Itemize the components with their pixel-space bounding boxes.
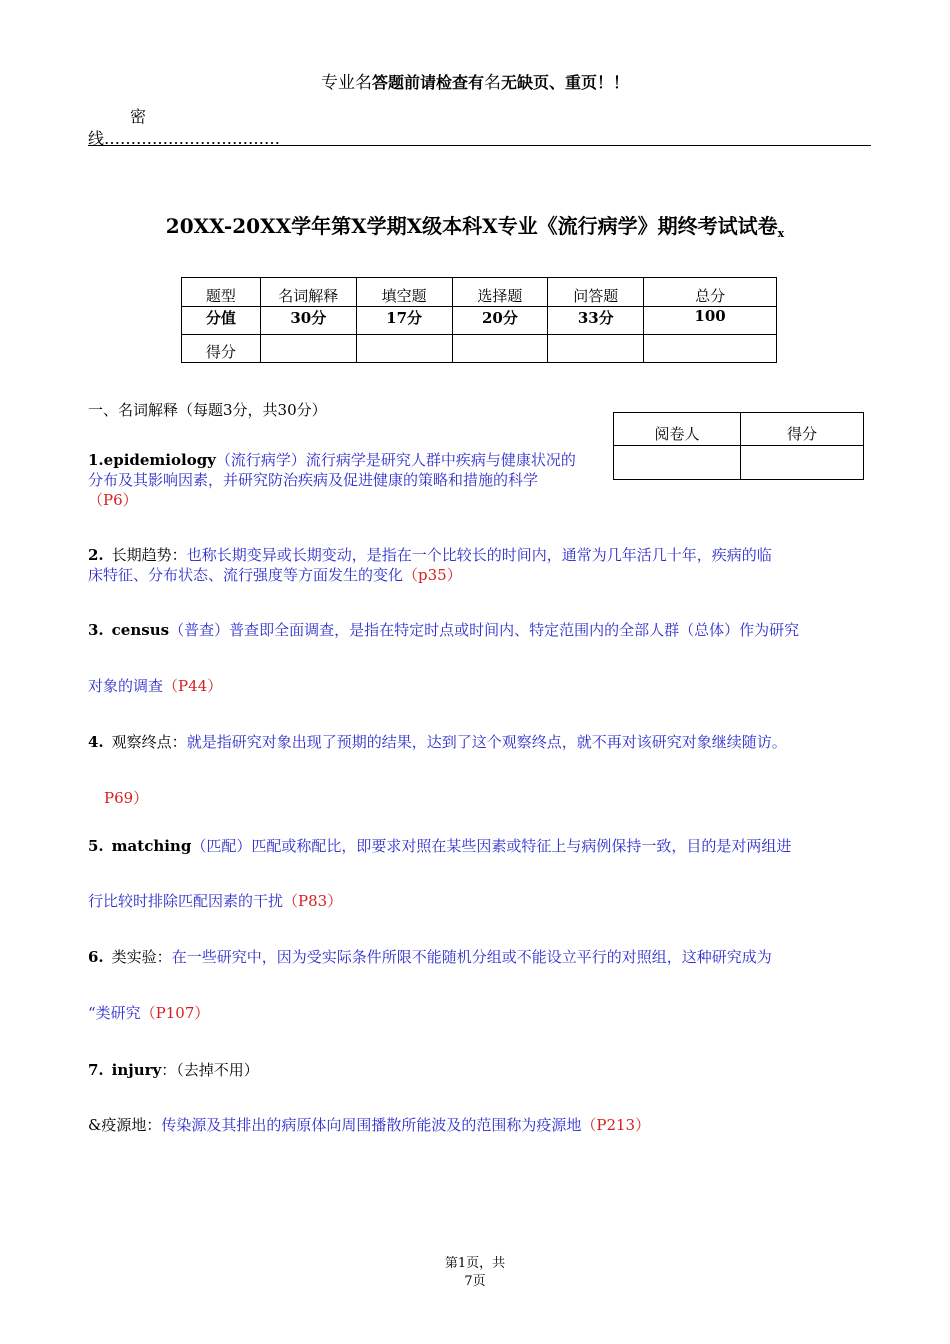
question-7-note: （去掉不用） (176, 1061, 259, 1079)
question-2-line2 (88, 565, 462, 585)
score-value-cell: 30分 (260, 307, 356, 335)
score-header-cell: 填空题 (356, 278, 452, 307)
exam-title-suffix: x (777, 227, 785, 240)
question-8-page-ref: （P213） (581, 1116, 651, 1134)
footer-page-line2: 7页 (464, 1274, 486, 1289)
score-header-cell: 选择题 (452, 278, 548, 307)
reviewer-table (613, 412, 864, 480)
question-4-number: 4. (88, 733, 104, 751)
score-blank-cell[interactable] (644, 335, 777, 363)
question-8-line1 (88, 1115, 650, 1135)
question-4-answer: 就是指研究对象出现了预期的结果，达到了这个观察终点，就不再对该研究对象继续随访。 (186, 733, 787, 751)
score-values-label: 分值 (182, 307, 261, 335)
question-3-page-ref: （P44） (163, 677, 223, 695)
score-table (181, 277, 777, 363)
reviewer-blank-cell[interactable] (741, 446, 864, 480)
question-5-line1 (88, 836, 791, 856)
score-score-label: 得分 (182, 335, 261, 363)
question-1-line2: 分布及其影响因素，并研究防治疾病及促进健康的策略和措施的科学 (88, 471, 539, 489)
seal-rule-divider (88, 145, 871, 146)
question-7-number: 7. (88, 1061, 104, 1079)
question-8-term: &疫源地： (88, 1116, 162, 1134)
score-header-cell: 名词解释 (260, 278, 356, 307)
question-6-answer-cont: “类研究 (88, 1004, 141, 1022)
reviewer-score-label: 得分 (741, 413, 864, 446)
question-4-line1 (88, 732, 787, 752)
question-7-line1 (88, 1060, 259, 1080)
seal-label-top: 密 (130, 107, 147, 126)
score-value-cell: 17分 (356, 307, 452, 335)
question-6-answer: 在一些研究中，因为受实际条件所限不能随机分组或不能设立平行的对照组，这种研究成为 (171, 948, 772, 966)
question-7-colon: ： (161, 1061, 177, 1079)
score-table-values-row (182, 307, 777, 335)
score-table-header-row (182, 278, 777, 307)
question-2-line1 (88, 545, 772, 565)
score-blank-cell[interactable] (452, 335, 548, 363)
question-5-number: 5. (88, 837, 104, 855)
top-notice (0, 68, 950, 93)
score-header-cell: 题型 (182, 278, 261, 307)
exam-title (0, 210, 950, 240)
page-footer (0, 1255, 950, 1291)
question-7-term: injury (111, 1061, 162, 1079)
question-5-answer-cont: 行比较时排除匹配因素的干扰 (88, 892, 284, 910)
question-2-term: 长期趋势： (111, 546, 187, 564)
reviewer-label: 阅卷人 (614, 413, 741, 446)
question-3-line1 (88, 620, 799, 640)
reviewer-blank-row (614, 446, 864, 480)
question-1-page-ref: （P6） (88, 491, 138, 509)
score-total-cell: 100 (644, 307, 777, 335)
seal-line-label: 线…………………………… (88, 129, 281, 148)
question-6-line2 (88, 1003, 209, 1023)
question-5-page-ref: （P83） (283, 892, 343, 910)
score-blank-cell[interactable] (356, 335, 452, 363)
notice-end: 无缺页、重页！！ (501, 73, 630, 92)
question-1-answer: （流行病学）流行病学是研究人群中疾病与健康状况的 (215, 451, 576, 469)
reviewer-blank-cell[interactable] (614, 446, 741, 480)
score-blank-cell[interactable] (260, 335, 356, 363)
score-header-cell: 问答题 (548, 278, 644, 307)
question-2-number: 2. (88, 546, 104, 564)
score-blank-cell[interactable] (548, 335, 644, 363)
question-6-number: 6. (88, 948, 104, 966)
question-4-term: 观察终点： (111, 733, 187, 751)
question-3-line2 (88, 676, 222, 696)
score-header-cell: 总分 (644, 278, 777, 307)
question-8-answer: 传染源及其排出的病原体向周围播散所能波及的范围称为疫源地 (161, 1116, 582, 1134)
question-5-term: matching (111, 837, 192, 855)
question-2-answer: 也称长期变异或长期变动，是指在一个比较长的时间内，通常为几年活几十年，疾病的临 (186, 546, 772, 564)
question-6-term: 类实验： (111, 948, 172, 966)
question-6-line1 (88, 947, 772, 967)
footer-page-line1: 第1页，共 (444, 1256, 506, 1271)
score-value-cell: 33分 (548, 307, 644, 335)
section-heading: 一、名词解释（每题3分，共30分） (88, 401, 327, 419)
question-3-answer-cont: 对象的调查 (88, 677, 164, 695)
notice-mid: 名 (484, 73, 501, 93)
score-table-score-row (182, 335, 777, 363)
question-3-number: 3. (88, 621, 104, 639)
score-value-cell: 20分 (452, 307, 548, 335)
reviewer-header-row (614, 413, 864, 446)
exam-title-text: 20XX-20XX学年第X学期X级本科X专业《流行病学》期终考试试卷 (165, 214, 778, 238)
question-1-term: 1.epidemiology (88, 451, 216, 469)
question-2-page-ref: （p35） (403, 566, 462, 584)
notice-prefix: 专业名 (320, 73, 372, 93)
question-3-term: census (111, 621, 170, 639)
question-6-page-ref: （P107） (140, 1004, 210, 1022)
question-3-answer: （普查）普查即全面调查，是指在特定时点或时间内、特定范围内的全部人群（总体）作为研究 (169, 621, 800, 639)
notice-main: 答题前请检查有 (371, 73, 484, 92)
question-4-page-ref: P69） (104, 789, 149, 807)
question-5-line2 (88, 891, 342, 911)
question-1-line1 (88, 450, 576, 470)
question-5-answer: （匹配）匹配或称配比，即要求对照在某些因素或特征上与病例保持一致，目的是对两组进 (191, 837, 792, 855)
question-2-answer-cont: 床特征、分布状态、流行强度等方面发生的变化 (88, 566, 404, 584)
